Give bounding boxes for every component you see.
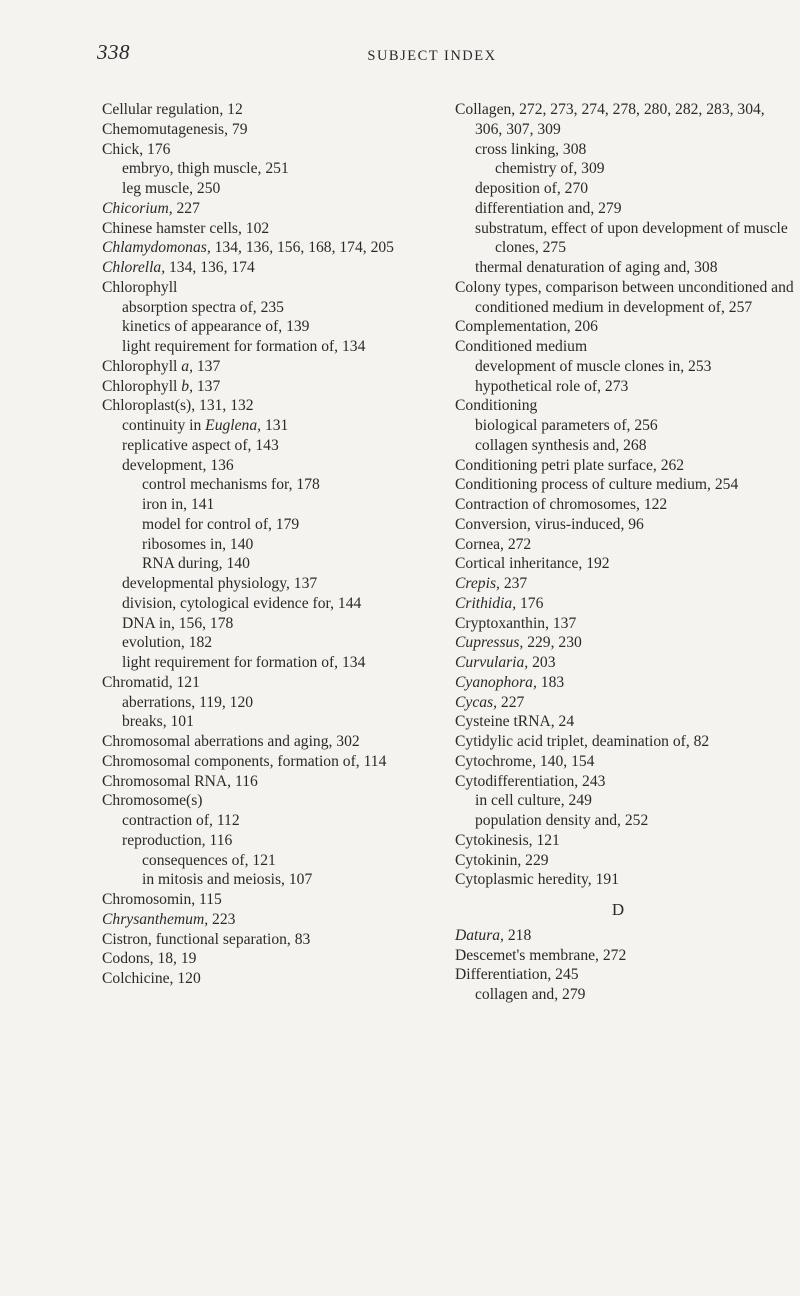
- index-entry: Cytodifferentiation, 243: [455, 772, 606, 790]
- index-subentry: development, 136: [122, 456, 234, 474]
- running-head: SUBJECT INDEX: [367, 48, 497, 64]
- entry-term-italic: Cycas,: [455, 693, 498, 711]
- index-entry: Chromatid, 121: [102, 673, 200, 691]
- index-entry: Cytoplasmic heredity, 191: [455, 871, 619, 889]
- index-entry: Chemomutagenesis, 79: [102, 120, 248, 138]
- index-entry: Cytidylic acid triplet, deamination of, 82: [455, 733, 710, 750]
- entry-term-italic: a,: [181, 357, 193, 375]
- index-entry: [102, 258, 442, 278]
- index-entry: Chromosomin, 115: [102, 891, 222, 908]
- index-entry: Conditioning petri plate surface, 262: [455, 456, 685, 474]
- entry-term-italic: Chrysanthemum,: [102, 910, 209, 928]
- entry-text: continuity in: [122, 417, 206, 434]
- entry-pages: 237: [499, 575, 528, 592]
- index-entry: Chromosomal RNA, 116: [102, 772, 258, 790]
- index-column-left: [102, 100, 442, 989]
- index-subentry: in cell culture, 249: [475, 792, 592, 810]
- index-column-right: [455, 100, 795, 1005]
- entry-pages: 227: [497, 693, 525, 711]
- index-subentry: breaks, 101: [122, 713, 194, 731]
- entry-term-italic: Chlamydomonas,: [102, 239, 211, 257]
- index-subentry: hypothetical role of, 273: [475, 377, 629, 395]
- entry-pages: 227: [172, 199, 200, 217]
- page-number: 338: [97, 40, 130, 64]
- index-subentry: collagen and, 279: [475, 986, 586, 1003]
- index-entry: Differentiation, 245: [455, 966, 579, 984]
- index-entry: [102, 910, 442, 930]
- index-subentry: in mitosis and meiosis, 107: [142, 871, 313, 889]
- index-subentry: RNA during, 140: [142, 555, 250, 573]
- index-entry: [102, 238, 442, 258]
- index-subentry: consequences of, 121: [142, 851, 276, 869]
- index-entry: Conditioning process of culture medium, 254: [455, 476, 739, 494]
- entry-pages: 183: [536, 673, 565, 691]
- index-entry: [455, 594, 795, 614]
- index-subentry: absorption spectra of, 235: [122, 298, 284, 316]
- index-entry: Chinese hamster cells, 102: [102, 219, 270, 237]
- index-entry: [455, 633, 795, 653]
- entry-term-italic: Euglena,: [205, 417, 262, 434]
- index-subentry: thermal denaturation of aging and, 308: [475, 259, 718, 276]
- index-entry: Codons, 18, 19: [102, 950, 197, 968]
- index-subentry: deposition of, 270: [475, 180, 589, 197]
- entry-pages: 137: [192, 377, 221, 395]
- entry-term-italic: b,: [181, 377, 193, 395]
- index-subentry: biological parameters of, 256: [475, 417, 658, 434]
- index-subentry: DNA in, 156, 178: [122, 614, 234, 632]
- index-entry: [455, 926, 795, 946]
- index-subentry: light requirement for formation of, 134: [122, 654, 366, 671]
- index-subentry: model for control of, 179: [142, 515, 300, 533]
- index-subentry: light requirement for formation of, 134: [122, 338, 366, 355]
- index-entry: Chromosome(s): [102, 792, 203, 810]
- index-subentry: contraction of, 112: [122, 812, 240, 829]
- index-subentry: [102, 416, 442, 436]
- index-subentry: differentiation and, 279: [475, 199, 622, 217]
- entry-pages: 134, 136, 174: [165, 259, 255, 276]
- index-entry: Cytokinesis, 121: [455, 831, 560, 849]
- index-entry: Cistron, functional separation, 83: [102, 930, 311, 948]
- entry-pages: 131: [261, 417, 289, 434]
- entry-pages: 223: [208, 910, 236, 928]
- index-entry: [102, 357, 442, 377]
- index-entry: Conversion, virus-induced, 96: [455, 515, 644, 533]
- index-entry: Chlorophyll: [102, 278, 178, 296]
- index-entry: Cellular regulation, 12: [102, 101, 243, 118]
- index-subentry: developmental physiology, 137: [122, 575, 318, 592]
- entry-term-italic: Cyanophora,: [455, 673, 537, 691]
- index-subentry: chemistry of, 309: [495, 160, 605, 178]
- index-entry: [455, 574, 795, 594]
- entry-text: Chlorophyll: [102, 357, 182, 375]
- index-subentry: cross linking, 308: [475, 140, 587, 158]
- index-entry: Cytokinin, 229: [455, 851, 549, 869]
- index-entry: Chloroplast(s), 131, 132: [102, 397, 254, 415]
- entry-pages: 176: [516, 594, 544, 612]
- index-subentry: collagen synthesis and, 268: [475, 436, 647, 454]
- index-entry: Cysteine tRNA, 24: [455, 713, 575, 731]
- index-entry: Contraction of chromosomes, 122: [455, 496, 668, 513]
- entry-pages: 229, 230: [523, 634, 582, 652]
- index-subentry: aberrations, 119, 120: [122, 693, 254, 711]
- index-entry: Chromosomal aberrations and aging, 302: [102, 733, 360, 750]
- section-letter: D: [611, 900, 625, 919]
- index-subentry: control mechanisms for, 178: [142, 476, 320, 494]
- entry-pages: 203: [528, 654, 556, 671]
- entry-term-italic: Curvularia,: [455, 654, 529, 671]
- entry-pages: 218: [503, 926, 532, 944]
- index-entry: [455, 653, 795, 673]
- index-entry: Chick, 176: [102, 140, 171, 158]
- index-subentry: division, cytological evidence for, 144: [122, 594, 362, 612]
- index-subentry: embryo, thigh muscle, 251: [122, 160, 289, 178]
- index-subentry: development of muscle clones in, 253: [475, 357, 712, 375]
- index-entry: Cryptoxanthin, 137: [455, 614, 577, 632]
- entry-pages: 134, 136, 156, 168, 174, 205: [210, 239, 394, 257]
- entry-text: Chlorophyll: [102, 377, 182, 395]
- index-entry: Colony types, comparison between unconditioned and conditioned medium in development of, 257: [455, 278, 794, 316]
- entry-term-italic: Chlorella,: [102, 259, 166, 276]
- index-entry: [102, 377, 442, 397]
- index-entry: Chromosomal components, formation of, 114: [102, 752, 387, 770]
- index-subentry: leg muscle, 250: [122, 180, 221, 197]
- index-entry: Descemet's membrane, 272: [455, 946, 627, 964]
- entry-term-italic: Crepis,: [455, 575, 500, 592]
- entry-term-italic: Crithidia,: [455, 594, 517, 612]
- index-entry: [455, 693, 795, 713]
- index-subentry: replicative aspect of, 143: [122, 436, 279, 454]
- index-subentry: evolution, 182: [122, 634, 213, 652]
- index-subentry: population density and, 252: [475, 812, 649, 829]
- index-subentry: substratum, effect of upon development of muscle clones, 275: [475, 219, 788, 257]
- index-entry: Complementation, 206: [455, 318, 598, 336]
- index-entry: [455, 673, 795, 693]
- entry-term-italic: Chicorium,: [102, 199, 173, 217]
- index-entry: Conditioned medium: [455, 338, 588, 355]
- entry-term-italic: Cupressus,: [455, 634, 524, 652]
- entry-pages: 137: [192, 357, 221, 375]
- index-entry: [102, 199, 442, 219]
- index-entry: Conditioning: [455, 397, 538, 415]
- index-subentry: ribosomes in, 140: [142, 535, 254, 553]
- index-entry: Cytochrome, 140, 154: [455, 752, 595, 770]
- index-entry: Colchicine, 120: [102, 970, 201, 987]
- index-subentry: iron in, 141: [142, 496, 215, 513]
- index-entry: Cortical inheritance, 192: [455, 555, 610, 573]
- index-entry: Cornea, 272: [455, 535, 532, 553]
- index-subentry: kinetics of appearance of, 139: [122, 318, 310, 336]
- index-subentry: reproduction, 116: [122, 831, 233, 849]
- index-entry: Collagen, 272, 273, 274, 278, 280, 282, 283, 304, 306, 307, 309: [455, 101, 765, 138]
- entry-term-italic: Datura,: [455, 926, 504, 944]
